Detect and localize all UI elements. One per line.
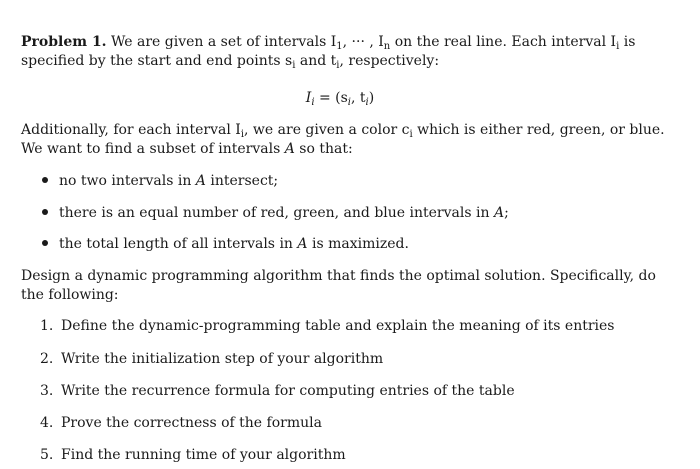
list-item: the total length of all intervals in A is maximized.: [42, 235, 409, 253]
intro-text-a: We are given a set of intervals I: [111, 34, 337, 50]
intro-text-b: specified by the start and end points s: [21, 53, 293, 69]
intro-paragraph: Problem 1. We are given a set of intervals $I_1$, ··· , $I_n$ on the real line. Each interval $I_i$ is specified by the start and end points $s_i$ and $t_i$, respectively:: [21, 34, 636, 71]
design-paragraph: Design a dynamic programming algorithm that finds the optimal solution. Specifically, do the following:: [21, 268, 656, 303]
bullet-icon: [42, 209, 48, 215]
bullet-icon: [42, 177, 48, 183]
list-item: 3. Write the recurrence formula for computing entries of the table: [40, 383, 515, 399]
bullet-icon: [42, 240, 48, 246]
list-item: 1. Define the dynamic-programming table and explain the meaning of its entries: [40, 318, 615, 334]
list-item: 5. Find the running time of your algorithm: [40, 447, 346, 463]
list-item: 4. Prove the correctness of the formula: [40, 415, 322, 431]
list-item: no two intervals in A intersect;: [42, 172, 278, 190]
problem-heading: Problem 1.: [21, 34, 107, 50]
list-item: 2. Write the initialization step of your algorithm: [40, 351, 384, 367]
color-paragraph: Additionally, for each interval $I_i$, we are given a color $c_i$ which is either red, green, or blue. We want to find a subset of intervals A so that:: [21, 122, 665, 157]
interval-equation: $I_i = (s_i$, $t_i$): [305, 90, 375, 108]
list-item: there is an equal number of red, green, and blue intervals in A;: [42, 204, 509, 222]
